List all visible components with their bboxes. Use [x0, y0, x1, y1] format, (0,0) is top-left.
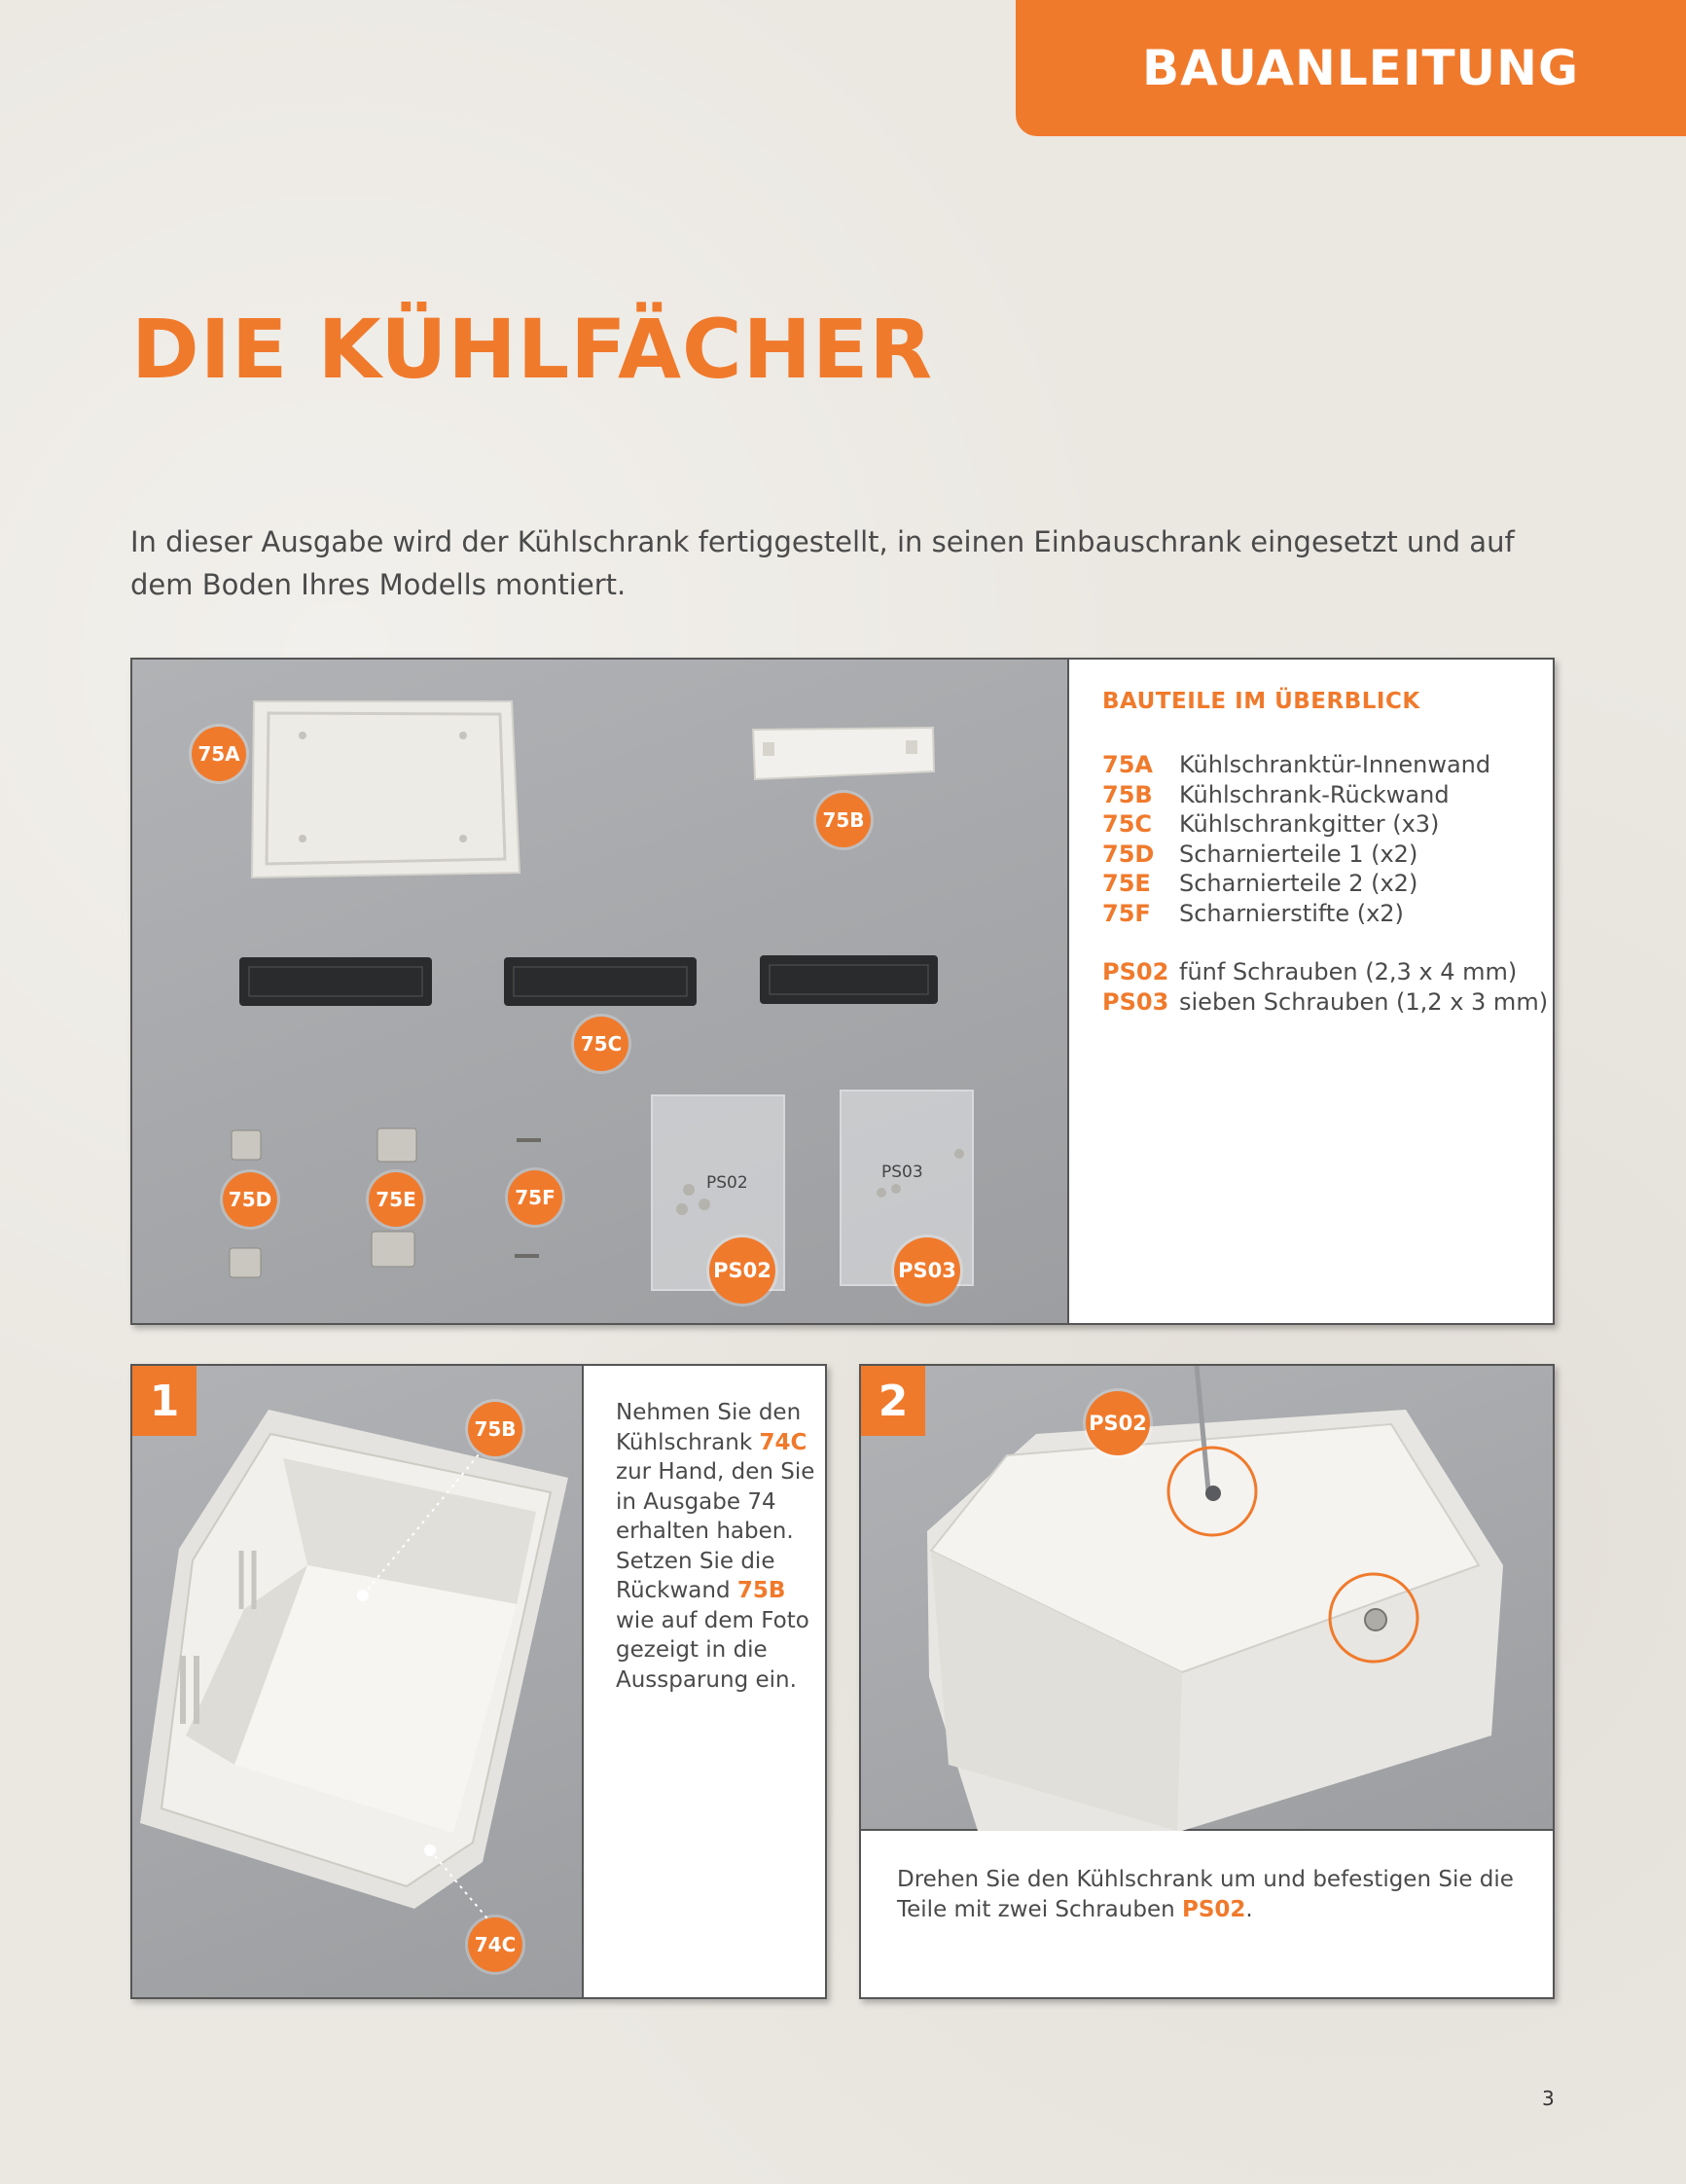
grille-parts	[239, 955, 938, 1006]
badge-75e: 75E	[369, 1172, 423, 1227]
section-tab	[1016, 0, 1686, 136]
part-label: Scharnierstifte (x2)	[1179, 899, 1404, 927]
screw-code: PS03	[1102, 987, 1169, 1016]
step-2-instructions	[897, 1865, 1529, 1924]
parts-photo	[132, 660, 1069, 1323]
badge-75a: 75A	[192, 727, 246, 781]
step-2-panel	[859, 1364, 1555, 1999]
step-1-text: wie auf dem Foto gezeigt in die Aussparung ein.	[616, 1607, 809, 1693]
list-item	[1102, 809, 1548, 840]
parts-list-box	[1071, 660, 1553, 1323]
badge-75f: 75F	[508, 1170, 562, 1225]
step-2-photo	[861, 1366, 1553, 1831]
part-label: Scharnierteile 2 (x2)	[1179, 870, 1418, 897]
part-label: Scharnierteile 1 (x2)	[1179, 840, 1418, 868]
list-item	[1102, 899, 1548, 929]
parts-list	[1102, 750, 1548, 1017]
part-ref-ps02: PS02	[1181, 1896, 1246, 1922]
badge-74c: 74C	[468, 1917, 522, 1972]
list-item	[1102, 780, 1548, 810]
part-code: 75C	[1102, 810, 1153, 838]
intro-text: In dieser Ausgabe wird der Kühlschrank fertiggestellt, in seinen Einbauschrank eingesetzt und auf dem Boden Ihres Modells montiert.	[130, 525, 1515, 601]
bag-label-ps03: PS03	[881, 1163, 923, 1182]
badge-75c: 75C	[574, 1017, 628, 1071]
part-code: 75B	[1102, 780, 1153, 808]
step-number: 2	[861, 1366, 925, 1436]
part-label: Kühlschranktür-Innenwand	[1179, 751, 1491, 778]
badge-75b: 75B	[468, 1402, 522, 1456]
badge-ps03: PS03	[894, 1237, 960, 1304]
part-code: 75A	[1102, 751, 1153, 778]
page-title: DIE KÜHLFÄCHER	[131, 302, 934, 397]
part-code: 75F	[1102, 899, 1151, 927]
list-item	[1102, 750, 1548, 780]
step-2-text: Drehen Sie den Kühlschrank um und befestigen Sie die Teile mit zwei Schrauben	[897, 1867, 1514, 1922]
step-2-text: .	[1245, 1896, 1253, 1922]
part-label: Kühlschrankgitter (x3)	[1179, 810, 1440, 838]
step-1-text: zur Hand, den Sie in Ausgabe 74 erhalten haben. Setzen Sie die Rückwand	[616, 1459, 815, 1603]
page-number: 3	[1542, 2087, 1555, 2110]
badge-ps02: PS02	[709, 1237, 775, 1304]
bag-label-ps02: PS02	[706, 1173, 748, 1193]
badge-75d: 75D	[223, 1172, 277, 1227]
step-1-photo	[132, 1366, 584, 1997]
parts-list-title: BAUTEILE IM ÜBERBLICK	[1102, 689, 1420, 714]
step-1-text: Nehmen Sie den Kühlschrank	[616, 1400, 802, 1455]
list-item	[1102, 987, 1548, 1018]
list-item	[1102, 957, 1548, 987]
section-tab-label: BAUANLEITUNG	[1141, 40, 1580, 96]
screw-label: sieben Schrauben (1,2 x 3 mm)	[1179, 987, 1549, 1016]
step-1-panel	[130, 1364, 827, 1999]
badge-ps02: PS02	[1086, 1391, 1150, 1455]
rear-wall-part	[753, 728, 934, 779]
parts-illustration	[132, 660, 1069, 1323]
fridge-illustration	[132, 1366, 584, 1997]
badge-75b: 75B	[816, 793, 871, 847]
fridge-screwing-illustration	[861, 1366, 1553, 1831]
part-code: 75D	[1102, 840, 1155, 868]
screw-code: PS02	[1102, 958, 1169, 985]
door-inner-wall-part	[252, 701, 520, 877]
part-label: Kühlschrank-Rückwand	[1179, 780, 1450, 808]
part-ref-75b: 75B	[736, 1578, 786, 1603]
part-code: 75E	[1102, 870, 1151, 897]
screw-label: fünf Schrauben (2,3 x 4 mm)	[1179, 958, 1518, 985]
parts-overview-panel	[130, 658, 1555, 1325]
part-ref-74c: 74C	[759, 1429, 807, 1455]
list-item	[1102, 840, 1548, 870]
step-number: 1	[132, 1366, 197, 1436]
list-item	[1102, 869, 1548, 899]
step-1-instructions	[616, 1398, 820, 1695]
